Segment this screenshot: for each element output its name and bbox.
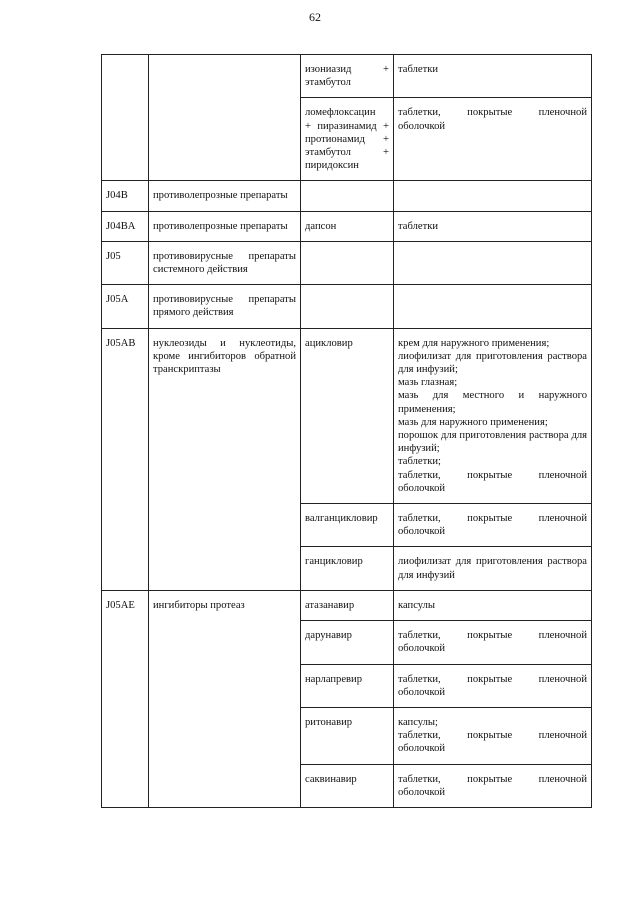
dosage-form-line: таблетки (398, 64, 439, 75)
dosage-form-line: порошок для приготовления раствора для инфузий; (398, 430, 587, 455)
table-row (102, 55, 592, 98)
drug-name-line: ацикловир (305, 337, 353, 349)
dosage-form-cell (394, 285, 592, 328)
drug-name-line: атазанавир (305, 599, 355, 611)
dosage-form-line: таблетки, покрытые пленочной оболочкой (398, 469, 587, 494)
atc-code-cell (102, 55, 149, 181)
group-name-cell: противовирусные препараты системного действия (149, 241, 301, 284)
dosage-form-cell (394, 181, 592, 211)
dosage-form-cell (394, 328, 592, 503)
dosage-form-cell (394, 547, 592, 590)
atc-code-cell: J04BA (102, 211, 149, 241)
drug-name-line: дапсон (305, 220, 337, 232)
atc-code-cell: J05AB (102, 328, 149, 590)
atc-code-cell: J05A (102, 285, 149, 328)
drug-name-line: ломефлоксацин (305, 107, 376, 119)
dosage-form-line: таблетки, покрытые пленочной оболочкой (398, 513, 587, 538)
drug-name-line: пиридоксин (305, 160, 359, 172)
drug-name-cell (301, 664, 394, 707)
dosage-form-line: таблетки, покрытые пленочной оболочкой (398, 630, 587, 655)
drug-name-line: изониазид + (305, 64, 389, 75)
table-row (102, 590, 592, 620)
drug-name-cell (301, 181, 394, 211)
table-row (102, 285, 592, 328)
dosage-form-cell (394, 664, 592, 707)
drug-name-cell (301, 590, 394, 620)
page-number: 62 (309, 10, 321, 24)
dosage-form-line: мазь для наружного применения; (398, 416, 548, 428)
table-row (102, 181, 592, 211)
dosage-form-cell (394, 55, 592, 98)
dosage-form-cell (394, 590, 592, 620)
dosage-form-line: крем для наружного применения; (398, 337, 550, 349)
dosage-form-cell (394, 504, 592, 547)
drug-name-line: этамбутол + (305, 147, 389, 159)
drug-name-line: ритонавир (305, 716, 353, 728)
drug-name-line: саквинавир (305, 773, 357, 785)
dosage-form-cell (394, 621, 592, 664)
atc-code-cell: J05 (102, 241, 149, 284)
dosage-form-line: таблетки, покрытые пленочной оболочкой (398, 730, 587, 755)
drug-name-cell (301, 764, 394, 807)
drug-table-body (102, 55, 592, 808)
group-name-cell: противовирусные препараты прямого действия (149, 285, 301, 328)
drug-name-line: нарлапревир (305, 673, 363, 685)
drug-name-cell (301, 547, 394, 590)
table-row (102, 211, 592, 241)
drug-name-line: валганцикловир (305, 513, 378, 525)
dosage-form-line: лиофилизат для приготовления раствора для инфузий; (398, 350, 587, 376)
dosage-form-line: таблетки, покрытые пленочной оболочкой (398, 673, 587, 698)
table-row (102, 241, 592, 284)
drug-name-cell (301, 241, 394, 284)
group-name-cell: противолепрозные препараты (149, 181, 301, 211)
table-row (102, 328, 592, 503)
group-name-cell (149, 55, 301, 181)
drug-name-line: ганцикловир (305, 556, 363, 568)
dosage-form-line: лиофилизат для приготовления раствора для инфузий (398, 556, 587, 581)
dosage-form-line: капсулы; (398, 716, 438, 728)
drug-name-cell (301, 98, 394, 181)
group-name-cell: противолепрозные препараты (149, 211, 301, 241)
drug-name-line: этамбутол (305, 77, 351, 89)
drug-name-cell (301, 707, 394, 764)
drug-name-cell (301, 504, 394, 547)
dosage-form-cell (394, 241, 592, 284)
drug-name-cell (301, 621, 394, 664)
atc-code-cell: J04B (102, 181, 149, 211)
dosage-form-cell (394, 98, 592, 181)
drug-table (101, 54, 592, 808)
dosage-form-cell (394, 211, 592, 241)
dosage-form-line: таблетки, покрытые пленочной оболочкой (398, 773, 587, 798)
dosage-form-line: таблетки (398, 220, 439, 232)
group-name-cell: ингибиторы протеаз (149, 590, 301, 807)
dosage-form-line: капсулы (398, 599, 436, 611)
group-name-cell: нуклеозиды и нуклеотиды, кроме ингибиторов обратной транскриптазы (149, 328, 301, 590)
drug-name-line: дарунавир (305, 630, 352, 642)
dosage-form-cell (394, 764, 592, 807)
dosage-form-line: таблетки, покрытые пленочной оболочкой (398, 107, 587, 132)
drug-name-cell (301, 328, 394, 503)
drug-name-cell (301, 211, 394, 241)
drug-name-cell (301, 285, 394, 328)
dosage-form-cell (394, 707, 592, 764)
dosage-form-line: мазь глазная; (398, 377, 458, 389)
drug-name-cell (301, 55, 394, 98)
dosage-form-line: таблетки; (398, 456, 441, 468)
dosage-form-line: мазь для местного и наружного применения; (398, 390, 587, 415)
drug-name-line: + пиразинамид + (305, 120, 389, 132)
drug-name-line: протионамид + (305, 133, 389, 145)
atc-code-cell: J05AE (102, 590, 149, 807)
